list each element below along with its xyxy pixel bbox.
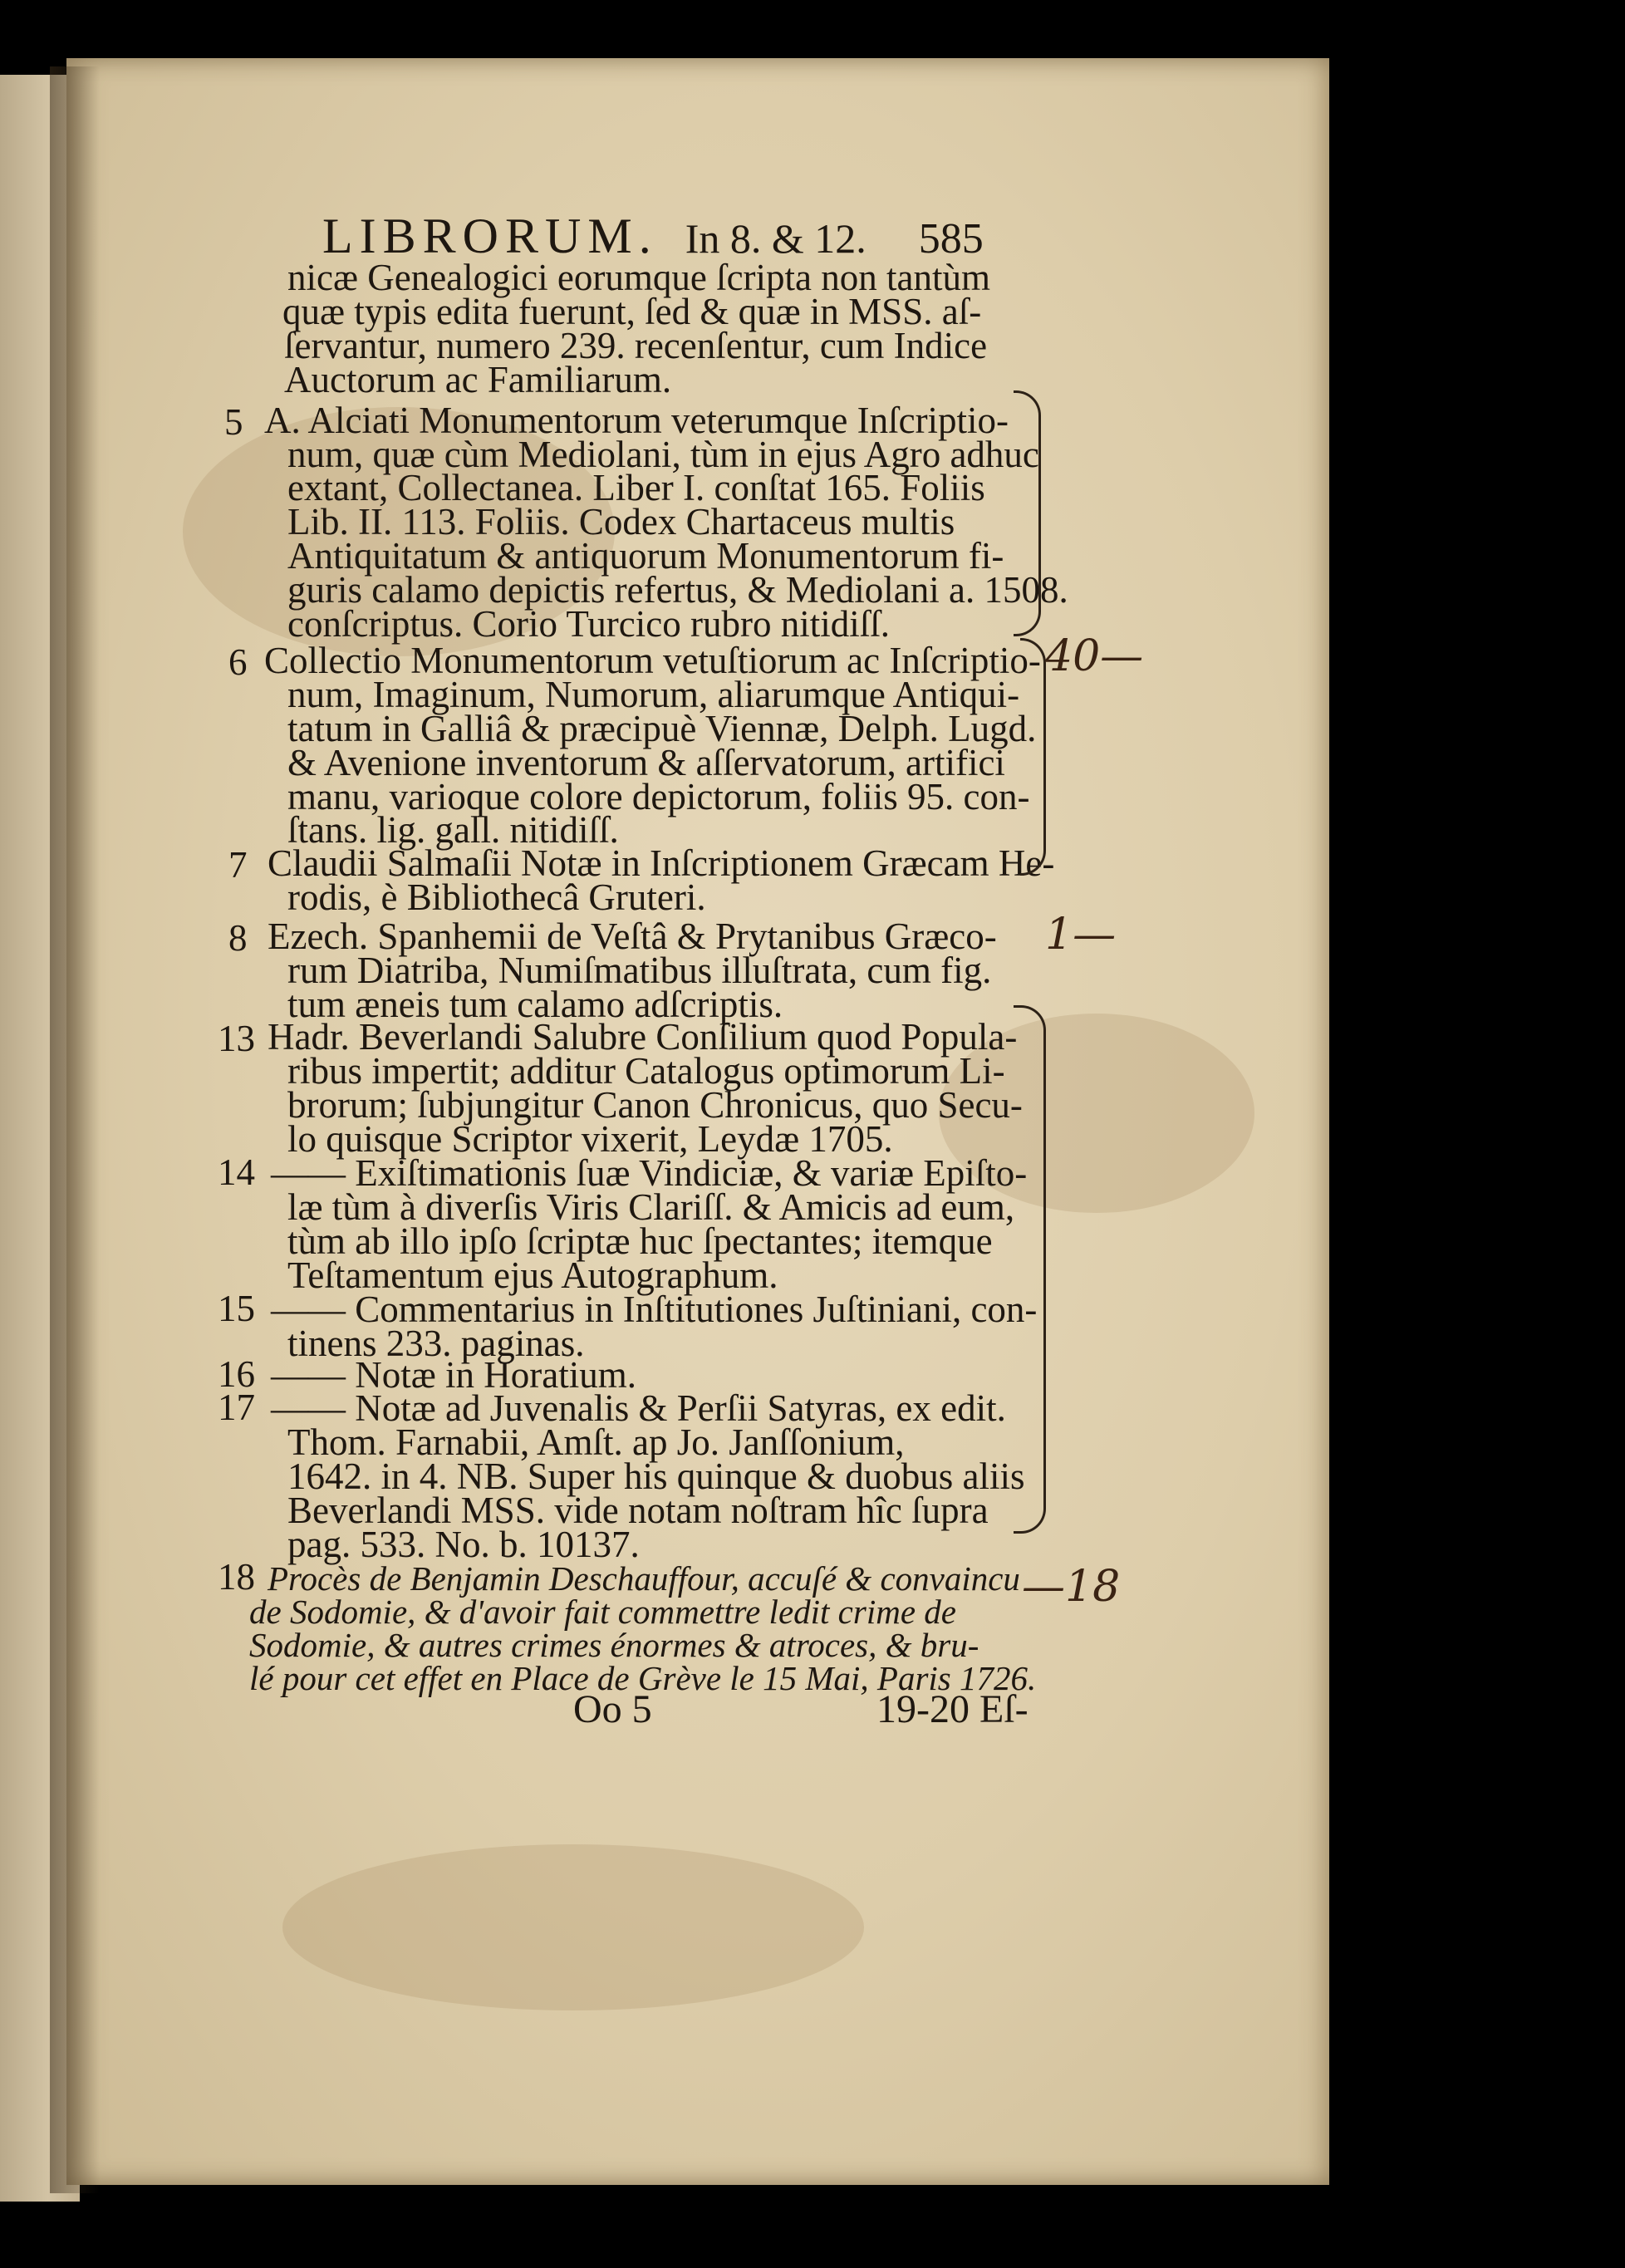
- item-number: 17: [218, 1387, 255, 1428]
- handwritten-note: 40—: [1045, 631, 1144, 681]
- handwritten-bracket: [1014, 1005, 1046, 1534]
- text-line: —— Notæ ad Juvenalis & Perſii Satyras, ex edit.: [271, 1387, 1006, 1429]
- running-head-title: LIBRORUM.: [322, 209, 658, 263]
- item-number: 5: [224, 401, 243, 443]
- text-line: tatum in Galliâ & præcipuè Viennæ, Delph. Lugd.: [287, 708, 1037, 749]
- text-line: Procès de Benjamin Deschauffour, accuſé & convaincu: [268, 1559, 1020, 1598]
- text-line: num, quæ cùm Mediolani, tùm in ejus Agro adhuc: [287, 434, 1039, 475]
- handwritten-note: —18: [1022, 1562, 1121, 1612]
- text-line: 1642. in 4. NB. Super his quinque & duobus aliis: [287, 1456, 1025, 1497]
- catchword: 19-20 Eſ-: [876, 1687, 1029, 1731]
- text-line: ribus impertit; additur Catalogus optimorum Li-: [287, 1050, 1005, 1092]
- text-line: tum æneis tum calamo adſcriptis.: [287, 984, 783, 1025]
- handwritten-bracket: [1020, 638, 1046, 876]
- page-number: 585: [918, 215, 984, 263]
- text-line: læ tùm à diverſis Viris Clariſſ. & Amicis ad eum,: [287, 1186, 1015, 1228]
- text-line: de Sodomie, & d'avoir fait commettre ledit crime de: [249, 1593, 956, 1631]
- text-line: manu, varioque colore depictorum, foliis 95. con-: [287, 776, 1030, 817]
- item-number: 15: [218, 1288, 255, 1329]
- text-line: tinens 233. paginas.: [287, 1323, 585, 1364]
- text-line: conſcriptus. Corio Turcico rubro nitidiſſ.: [287, 603, 890, 645]
- item-number: 7: [228, 844, 248, 886]
- text-line: Teſtamentum ejus Autographum.: [287, 1254, 778, 1296]
- text-line: quæ typis edita fuerunt, ſed & quæ in MSS. aſ-: [282, 291, 982, 332]
- text-line: Collectio Monumentorum vetuſtiorum ac Inſcriptio-: [264, 640, 1041, 681]
- handwritten-bracket: [1014, 390, 1041, 636]
- running-head-format: In 8. & 12.: [685, 215, 867, 262]
- text-line: lo quisque Scriptor vixerit, Leydæ 1705.: [287, 1118, 893, 1160]
- handwritten-note: 1—: [1045, 910, 1117, 960]
- text-line: Hadr. Beverlandi Salubre Conſilium quod Popula-: [268, 1016, 1018, 1058]
- text-line: Thom. Farnabii, Amſt. ap Jo. Janſſonium,: [287, 1421, 905, 1463]
- text-line: rum Diatriba, Numiſmatibus illuſtrata, cum fig.: [287, 950, 992, 991]
- text-line: & Avenione inventorum & aſſervatorum, artifici: [287, 742, 1005, 783]
- text-line: ſtans. lig. gall. nitidiſſ.: [287, 809, 619, 851]
- text-line: extant, Collectanea. Liber I. conſtat 165. Foliis: [287, 467, 985, 508]
- text-line: Beverlandi MSS. vide notam noſtram hîc ſupra: [287, 1490, 989, 1531]
- text-line: Auctorum ac Familiarum.: [284, 359, 672, 400]
- text-line: Antiquitatum & antiquorum Monumentorum fi-: [287, 535, 1004, 577]
- item-number: 8: [228, 917, 248, 959]
- text-line: —— Notæ in Horatium.: [271, 1354, 636, 1396]
- text-line: num, Imaginum, Numorum, aliarumque Antiqui-: [287, 674, 1020, 715]
- item-number: 13: [218, 1018, 255, 1059]
- text-line: Ezech. Spanhemii de Veſtâ & Prytanibus Græco-: [268, 916, 997, 957]
- text-line: Lib. II. 113. Foliis. Codex Chartaceus multis: [287, 501, 955, 542]
- text-line: nicæ Genealogici eorumque ſcripta non tantùm: [287, 257, 990, 298]
- text-line: rodis, è Bibliothecâ Gruteri.: [287, 876, 706, 918]
- text-line: pag. 533. No. b. 10137.: [287, 1524, 640, 1565]
- item-number: 6: [228, 641, 248, 683]
- text-line: A. Alciati Monumentorum veterumque Inſcriptio-: [264, 400, 1009, 441]
- text-line: tùm ab illo ipſo ſcriptæ huc ſpectantes; itemque: [287, 1220, 993, 1262]
- text-line: —— Exiſtimationis ſuæ Vindiciæ, & variæ Epiſto-: [271, 1152, 1028, 1194]
- item-number: 18: [218, 1556, 255, 1598]
- text-line: —— Commentarius in Inſtitutiones Juſtiniani, con-: [271, 1289, 1038, 1330]
- signature-mark: Oo 5: [573, 1687, 652, 1731]
- text-line: ſervantur, numero 239. recenſentur, cum Indice: [284, 325, 988, 366]
- text-line: lé pour cet effet en Place de Grève le 15 Mai, Paris 1726.: [249, 1659, 1037, 1697]
- text-line: Claudii Salmaſii Notæ in Inſcriptionem Græcam He-: [268, 842, 1055, 884]
- text-line: brorum; ſubjungitur Canon Chronicus, quo Secu-: [287, 1084, 1023, 1126]
- item-number: 16: [218, 1353, 255, 1395]
- text-line: guris calamo depictis refertus, & Mediolani a. 1508.: [287, 569, 1068, 611]
- item-number: 14: [218, 1151, 255, 1193]
- text-line: Sodomie, & autres crimes énormes & atroces, & bru-: [249, 1626, 979, 1664]
